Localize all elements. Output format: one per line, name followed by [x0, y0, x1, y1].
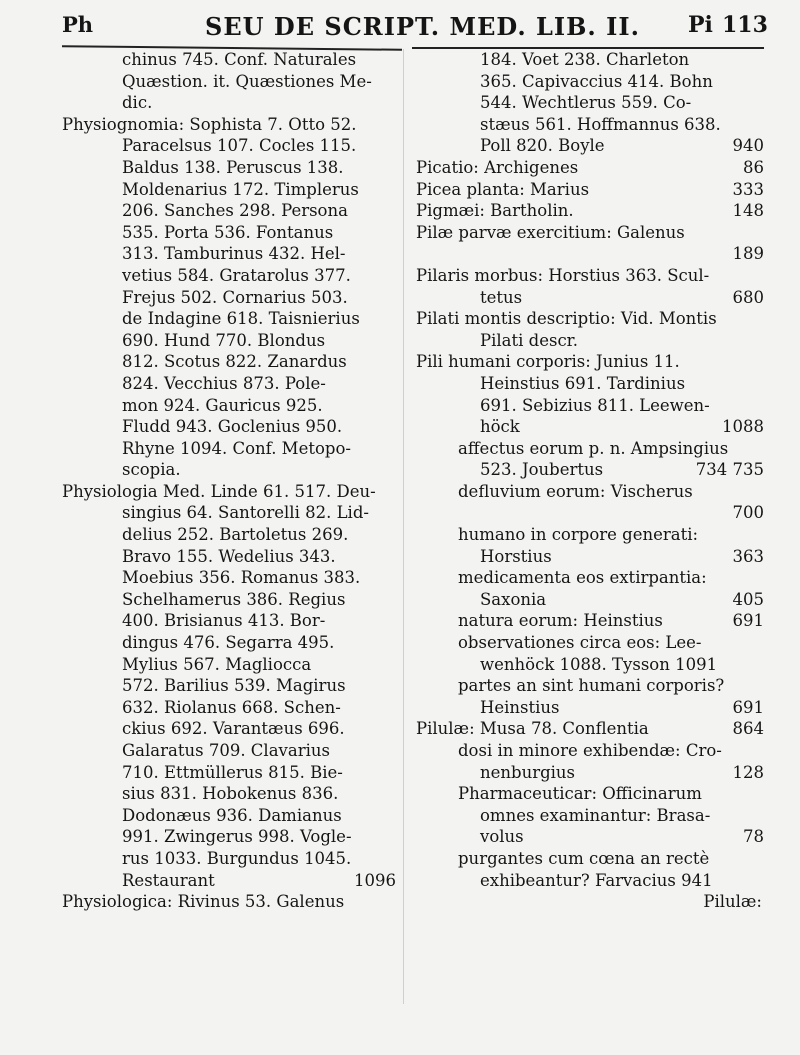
index-line — [56, 675, 400, 697]
index-line — [56, 222, 400, 244]
index-entry-text: ckius 692. Varantæus 696. — [122, 719, 345, 739]
index-entry-text: Paracelsus 107. Cocles 115. — [122, 136, 357, 156]
index-page-ref: 680 — [732, 287, 764, 307]
index-page-ref: 1088 — [722, 417, 764, 437]
header-right-guideword: Pi — [688, 12, 713, 38]
running-header — [0, 0, 800, 52]
index-line — [410, 502, 766, 524]
index-entry-text: Physiologica: Rivinus 53. Galenus — [62, 892, 345, 912]
index-line — [56, 243, 400, 265]
index-line — [410, 71, 766, 93]
index-entry-text: delius 252. Bartoletus 269. — [122, 525, 349, 545]
index-page-ref: 691 — [732, 611, 764, 631]
index-entry-text: defluvium eorum: Vischerus — [458, 481, 693, 501]
index-line — [410, 718, 766, 740]
index-entry-text: 184. Voet 238. Charleton — [480, 50, 690, 69]
index-line — [410, 395, 766, 417]
index-line — [410, 49, 766, 71]
index-entry-text: Schelhamerus 386. Regius — [122, 589, 346, 609]
index-entry-text: 572. Barilius 539. Magirus — [122, 676, 346, 696]
index-line — [56, 395, 400, 417]
index-entry-text: Pigmæi: Bartholin. — [416, 201, 574, 221]
index-entry-text: 691. Sebizius 811. Leewen- — [480, 395, 710, 415]
index-entry-text: Moldenarius 172. Timplerus — [122, 179, 359, 199]
index-entry-text: dic. — [122, 93, 153, 113]
index-line — [56, 135, 400, 157]
index-line — [410, 891, 766, 913]
index-line — [410, 481, 766, 503]
index-line — [56, 740, 400, 762]
index-line — [410, 589, 766, 611]
left-index-column — [56, 49, 400, 913]
index-line — [56, 265, 400, 287]
index-line — [56, 351, 400, 373]
index-line — [56, 610, 400, 632]
index-line — [410, 135, 766, 157]
index-entry-text: tetus — [480, 287, 523, 307]
index-line — [410, 697, 766, 719]
index-line — [56, 438, 400, 460]
index-entry-text: Pilati montis descriptio: Vid. Montis — [416, 309, 717, 329]
index-entry-text: humano in corpore generati: — [458, 525, 699, 545]
index-line — [410, 870, 766, 892]
index-line — [410, 610, 766, 632]
index-line — [410, 416, 766, 438]
index-entry-text: singius 64. Santorelli 82. Lid- — [122, 503, 369, 523]
index-entry-text: Rhyne 1094. Conf. Metopo- — [122, 438, 351, 458]
index-line — [410, 459, 766, 481]
index-entry-text: medicamenta eos extirpantia: — [458, 568, 707, 588]
index-entry-text: 400. Brisianus 413. Bor- — [122, 611, 326, 631]
index-entry-text: Mylius 567. Magliocca — [122, 654, 312, 674]
index-entry-text: 544. Wechtlerus 559. Co- — [480, 93, 692, 113]
index-page-ref: 333 — [732, 179, 764, 199]
index-entry-text: nenburgius — [480, 762, 576, 782]
index-line — [410, 740, 766, 762]
index-line — [56, 718, 400, 740]
index-entry-text: 365. Capivaccius 414. Bohn — [480, 71, 713, 91]
index-entry-text: 710. Ettmüllerus 815. Bie- — [122, 762, 343, 782]
index-line — [410, 200, 766, 222]
index-line — [410, 373, 766, 395]
header-left-guideword: Ph — [62, 12, 94, 37]
index-line — [56, 567, 400, 589]
index-entry-text: höck — [480, 417, 520, 437]
index-line — [410, 351, 766, 373]
index-entry-text: dingus 476. Segarra 495. — [122, 633, 335, 653]
index-line — [56, 524, 400, 546]
index-entry-text: partes an sint humani corporis? — [458, 676, 725, 696]
index-line — [56, 589, 400, 611]
index-page-ref: 128 — [732, 762, 764, 782]
index-line — [410, 157, 766, 179]
index-entry-text: Pilaris morbus: Horstius 363. Scul- — [416, 265, 710, 285]
index-entry-text: vetius 584. Gratarolus 377. — [122, 265, 351, 285]
index-entry-text: 535. Porta 536. Fontanus — [122, 222, 334, 242]
index-entry-text: Quæstion. it. Quæstiones Me- — [122, 71, 372, 91]
index-entry-text: mon 924. Gauricus 925. — [122, 395, 323, 415]
index-entry-text: Pharmaceuticar: Officinarum — [458, 784, 702, 804]
index-line — [56, 870, 400, 892]
index-entry-text: 690. Hund 770. Blondus — [122, 330, 326, 350]
index-line — [410, 308, 766, 330]
index-entry-text: exhibeantur? Farvacius 941 — [480, 870, 713, 890]
index-line — [56, 92, 400, 114]
column-divider — [403, 49, 404, 1004]
index-entry-text: Pilulæ: Musa 78. Conflentia — [416, 719, 649, 739]
index-entry-text: observationes circa eos: Lee- — [458, 633, 702, 653]
index-entry-text: Pili humani corporis: Junius 11. — [416, 352, 680, 372]
index-page-ref: 940 — [732, 136, 764, 156]
index-line — [410, 632, 766, 654]
index-entry-text: 812. Scotus 822. Zanardus — [122, 352, 347, 372]
index-line — [410, 848, 766, 870]
index-line — [410, 114, 766, 136]
index-entry-text: Galaratus 709. Clavarius — [122, 741, 330, 760]
index-line — [410, 222, 766, 244]
index-line — [56, 200, 400, 222]
index-entry-text: natura eorum: Heinstius — [458, 611, 663, 631]
index-line — [410, 438, 766, 460]
index-page-ref: 700 — [732, 503, 764, 523]
index-line — [410, 826, 766, 848]
index-line — [410, 546, 766, 568]
index-entry-text: Heinstius — [480, 697, 560, 717]
index-line — [56, 287, 400, 309]
index-page-ref: 864 — [732, 719, 764, 739]
index-line — [410, 330, 766, 352]
index-entry-text: wenhöck 1088. Tysson 1091 — [480, 654, 718, 674]
index-line — [410, 179, 766, 201]
index-entry-text: 523. Joubertus — [480, 460, 604, 480]
index-entry-text: affectus eorum p. n. Ampsingius — [458, 438, 729, 458]
index-page-ref: 1096 — [354, 870, 396, 890]
index-line — [56, 762, 400, 784]
index-entry-text: Dodonæus 936. Damianus — [122, 805, 342, 825]
index-entry-text: 206. Sanches 298. Persona — [122, 201, 348, 221]
index-entry-text: 632. Riolanus 668. Schen- — [122, 697, 341, 717]
index-entry-text: Restaurant — [122, 870, 215, 890]
index-line — [56, 179, 400, 201]
index-line — [410, 567, 766, 589]
page-number: 113 — [722, 12, 768, 38]
index-entry-text: Fludd 943. Goclenius 950. — [122, 417, 343, 437]
index-entry-text: 991. Zwingerus 998. Vogle- — [122, 827, 352, 847]
index-line — [56, 783, 400, 805]
index-entry-text: Pilulæ: — [703, 892, 762, 912]
index-line — [410, 243, 766, 265]
index-entry-text: omnes examinantur: Brasa- — [480, 805, 711, 825]
index-entry-text: chinus 745. Conf. Naturales — [122, 50, 357, 69]
index-entry-text: Poll 820. Boyle — [480, 136, 605, 156]
right-index-column — [410, 49, 766, 913]
index-line — [56, 891, 400, 913]
index-entry-text: Baldus 138. Peruscus 138. — [122, 157, 344, 177]
index-entry-text: Bravo 155. Wedelius 343. — [122, 546, 336, 566]
index-entry-text: Horstius — [480, 546, 552, 566]
index-line — [410, 287, 766, 309]
index-entry-text: 824. Vecchius 873. Pole- — [122, 373, 326, 393]
index-line — [56, 546, 400, 568]
index-page-ref: 734 735 — [695, 460, 764, 480]
index-line — [56, 502, 400, 524]
index-entry-text: stæus 561. Hoffmannus 638. — [480, 114, 721, 134]
index-entry-text: scopia. — [122, 460, 181, 480]
index-entry-text: dosi in minore exhibendæ: Cro- — [458, 741, 722, 760]
index-line — [56, 848, 400, 870]
index-line — [56, 826, 400, 848]
index-entry-text: Pilæ parvæ exercitium: Galenus — [416, 222, 685, 242]
header-title: SEU DE SCRIPT. MED. LIB. II. — [205, 12, 640, 41]
index-page-ref: 189 — [732, 244, 764, 264]
index-page-ref: 363 — [732, 546, 764, 566]
index-line — [56, 114, 400, 136]
index-line — [410, 783, 766, 805]
index-entry-text: volus — [480, 827, 524, 847]
index-entry-text: Picatio: Archigenes — [416, 157, 579, 177]
index-line — [56, 157, 400, 179]
index-line — [56, 71, 400, 93]
index-line — [56, 330, 400, 352]
index-line — [56, 373, 400, 395]
index-entry-text: Heinstius 691. Tardinius — [480, 373, 686, 393]
index-page-ref: 78 — [743, 827, 764, 847]
index-entry-text: purgantes cum cœna an rectè — [458, 848, 710, 868]
index-line — [410, 92, 766, 114]
index-page-ref: 86 — [743, 157, 764, 177]
index-line — [56, 481, 400, 503]
index-line — [56, 459, 400, 481]
index-line — [410, 524, 766, 546]
index-page-ref: 405 — [732, 589, 764, 609]
index-line — [410, 805, 766, 827]
index-line — [410, 654, 766, 676]
index-entry-text: 313. Tamburinus 432. Hel- — [122, 244, 346, 264]
index-line — [410, 675, 766, 697]
index-line — [56, 697, 400, 719]
index-line — [410, 265, 766, 287]
index-line — [56, 654, 400, 676]
index-line — [56, 805, 400, 827]
index-entry-text: Pilati descr. — [480, 330, 579, 350]
index-line — [56, 308, 400, 330]
index-entry-text: de Indagine 618. Taisnierius — [122, 309, 360, 329]
index-line — [56, 416, 400, 438]
index-entry-text: Frejus 502. Cornarius 503. — [122, 287, 348, 307]
index-line — [56, 49, 400, 71]
index-page-ref: 148 — [732, 201, 764, 221]
index-line — [56, 632, 400, 654]
index-entry-text: Physiognomia: Sophista 7. Otto 52. — [62, 114, 357, 134]
index-entry-text: Physiologia Med. Linde 61. 517. Deu- — [62, 481, 376, 501]
index-entry-text: Picea planta: Marius — [416, 179, 590, 199]
index-entry-text: rus 1033. Burgundus 1045. — [122, 848, 352, 868]
index-page-ref: 691 — [732, 697, 764, 717]
index-entry-text: Moebius 356. Romanus 383. — [122, 568, 361, 588]
index-line — [410, 762, 766, 784]
index-entry-text: Saxonia — [480, 589, 547, 609]
index-entry-text: sius 831. Hobokenus 836. — [122, 784, 339, 804]
